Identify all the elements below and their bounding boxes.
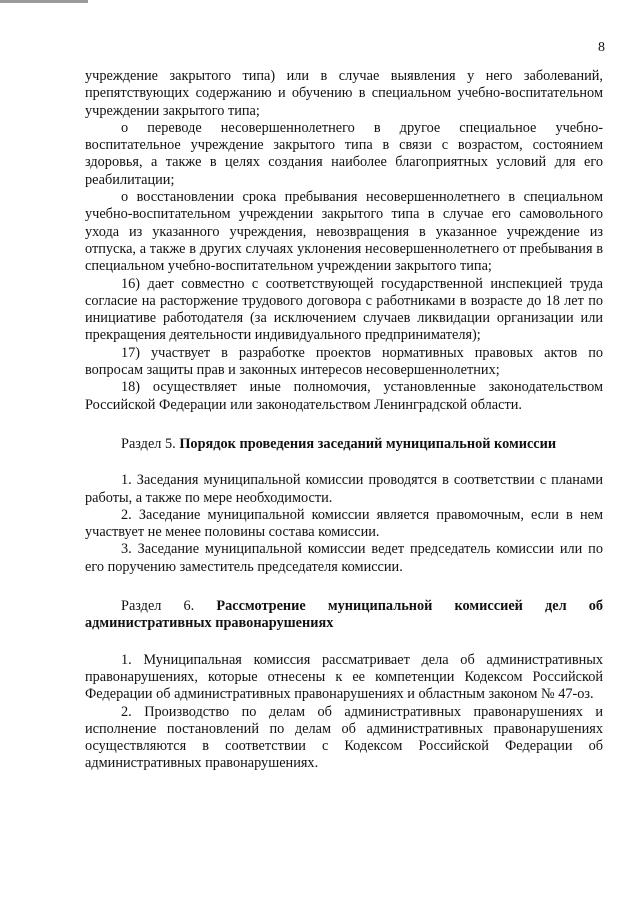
section-5-title: Порядок проведения заседаний муниципальной комиссии (179, 435, 557, 452)
paragraph-item-16: 16) дает совместно с соответствующей государственной инспекцией труда согласие на расторжение трудового договора с работниками в возрасте до 18 лет по инициативе работодателя (за исключением случаев ликвидации организации или прекращения деятельности индивидуального предпринимателя); (85, 275, 603, 344)
section-6-title: Рассмотрение муниципальной комиссией дел об административных правонарушениях (85, 598, 603, 632)
page-number: 8 (598, 40, 605, 55)
section-5-heading (85, 436, 603, 453)
document-body (85, 68, 603, 773)
paragraph-item-18: 18) осуществляет иные полномочия, установленные законодательством Российской Федерации или законодательством Ленинградской области. (85, 379, 603, 413)
section-6-heading (85, 598, 603, 633)
section-6-item-1: 1. Муниципальная комиссия рассматривает дела об административных правонарушениях, которые отнесены к ее компетенции Кодексом Российской Федерации об административных правонарушениях и областным законом № 47-оз. (85, 651, 603, 703)
section-6-item-2: 2. Производство по делам об административных правонарушениях и исполнение постановлений по делам об административных правонарушениях осуществляются в соответствии с Кодексом Российской Федерации об административных правонарушениях. (85, 703, 603, 772)
section-5-item-3: 3. Заседание муниципальной комиссии ведет председатель комиссии или по его поручению заместитель председателя комиссии. (85, 541, 603, 575)
section-5-prefix: Раздел 5. (121, 435, 180, 452)
section-5-item-1: 1. Заседания муниципальной комиссии проводятся в соответствии с планами работы, а также по мере необходимости. (85, 472, 603, 506)
paragraph-restore-term: о восстановлении срока пребывания несовершеннолетнего в специальном учебно-воспитательном учреждении закрытого типа в случае его самовольного ухода из указанного учреждения, невозвращения в указанное учреждение из отпуска, а также в других случаях уклонения несовершеннолетнего от пребывания в специальном учебно-воспитательном учреждении закрытого типа; (85, 189, 603, 275)
paragraph-item-17: 17) участвует в разработке проектов нормативных правовых актов по вопросам защиты прав и законных интересов несовершеннолетних; (85, 344, 603, 379)
paragraph-continuation: учреждение закрытого типа) или в случае выявления у него заболеваний, препятствующих содержанию и обучению в специальном учебно-воспитательном учреждении закрытого типа; (85, 68, 603, 119)
section-6-prefix: Раздел 6. (121, 598, 217, 615)
scan-edge-mark (0, 0, 88, 3)
paragraph-transfer: о переводе несовершеннолетнего в другое специальное учебно-воспитательное учреждение закрытого типа в связи с возрастом, состоянием здоровья, а также в целях создания наиболее благоприятных условий для его реабилитации; (85, 119, 603, 188)
section-5-item-2: 2. Заседание муниципальной комиссии является правомочным, если в нем участвует не менее половины состава комиссии. (85, 506, 603, 541)
